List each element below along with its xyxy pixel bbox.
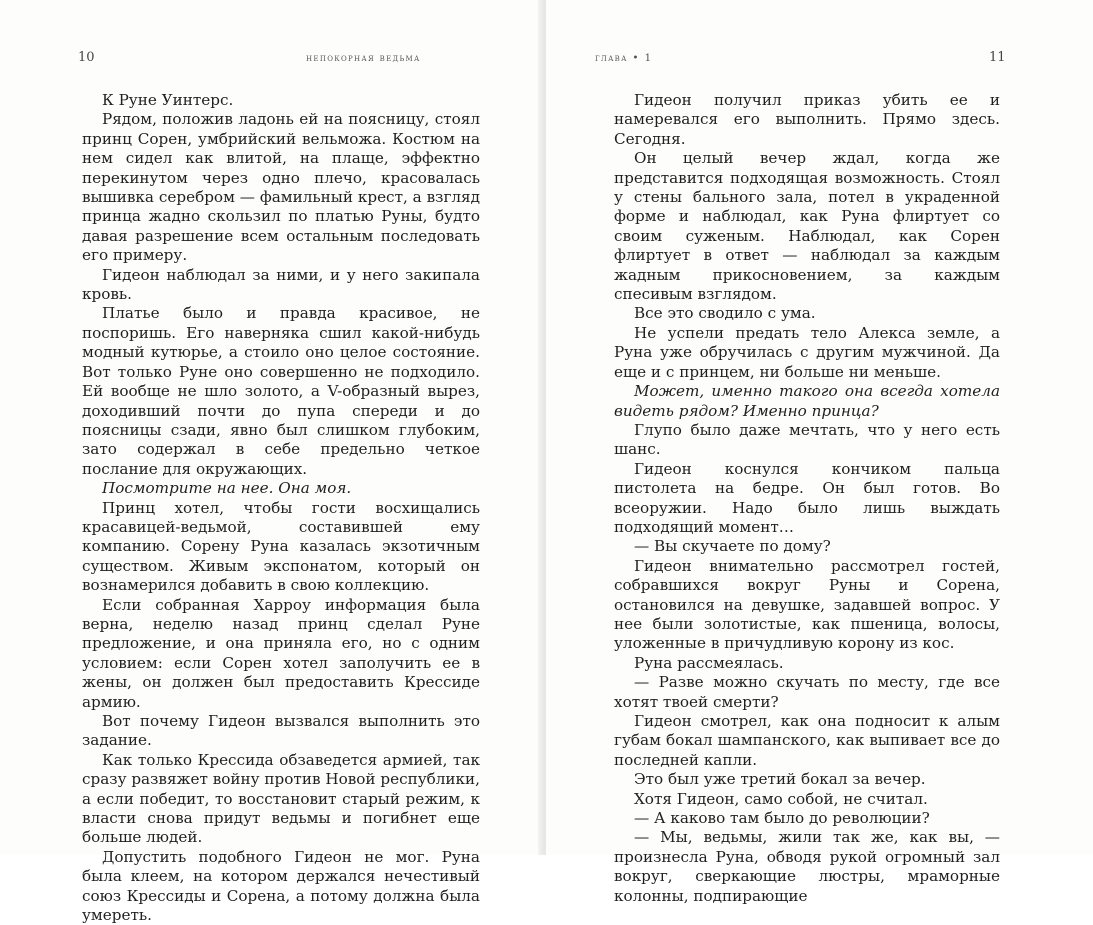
left-page	[0, 0, 542, 925]
paragraph: К Руне Уинтерс.	[102, 91, 234, 109]
paragraph: Глупо было даже мечтать, что у него есть шанс.	[614, 420, 1000, 459]
paragraph: — Разве можно скучать по месту, где все хотят твоей смерти?	[614, 673, 1000, 711]
paragraph: Гидеон получил приказ убить ее и намеревался его выполнить. Прямо здесь. Сегодня.	[614, 91, 1000, 148]
paragraph: Вот почему Гидеон вызвался выполнить это задание.	[82, 712, 480, 750]
paragraph: Как только Крессида обзаведется армией, так сразу развяжет войну против Новой республики, а если победит, то восстановит старый режим, к власти снова придут ведьмы и погибнет еще больше людей.	[82, 750, 480, 847]
paragraph: Хотя Гидеон, само собой, не считал.	[634, 789, 928, 808]
paragraph: Посмотрите на нее. Она моя.	[102, 479, 352, 498]
right-page-number: 11	[989, 50, 1006, 65]
paragraph: — Вы скучаете по дому?	[634, 537, 831, 556]
right-page	[546, 0, 1093, 905]
paragraph: Гидеон внимательно рассмотрел гостей, собравшихся вокруг Руны и Сорена, остановился на девушке, задавшей вопрос. У нее были золотистые, как пшеница, волосы, уложенные в причудливую корону из кос.	[614, 556, 1000, 653]
paragraph: — А каково там было до революции?	[634, 809, 930, 828]
paragraph: Он целый вечер ждал, когда же представится подходящая возможность. Стоял у стены бального зала, потел в украденной форме и наблюдал, как Руна флиртует со своим суженым. Наблюдал, как Сорен флиртует в ответ — наблюдал за каждым жадным прикосновением, за каждым спесивым взглядом.	[614, 149, 1000, 304]
paragraph: Если собранная Харроу информация была верна, неделю назад принц сделал Руне предложение, и она приняла его, но с одним условием: если Сорен хотел заполучить ее в жены, он должен был предоставить Крессиде армию.	[82, 595, 480, 711]
paragraph: Гидеон наблюдал за ними, и у него закипала кровь.	[82, 265, 480, 304]
paragraph: Все это сводило с ума.	[634, 304, 816, 323]
paragraph: Принц хотел, чтобы гости восхищались красавицей-ведьмой, составившей ему компанию. Сорену Руна казалась экзотичным существом. Живым экспонатом, который он вознамерился добавить в свою коллекцию.	[82, 498, 480, 595]
left-page-body	[82, 91, 480, 925]
right-page-body	[614, 91, 1000, 906]
paragraph: Не успели предать тело Алекса земле, а Руна уже обручилась с другим мужчиной. Да еще и с принцем, ни больше ни меньше.	[614, 323, 1000, 381]
paragraph: — Мы, ведьмы, жили так же, как вы, — произнесла Руна, обводя рукой огромный зал вокруг, сверкающие люстры, мраморные колонны, подпирающие	[614, 828, 1000, 905]
paragraph: Гидеон смотрел, как она подносит к алым губам бокал шампанского, как выпивает все до последней капли.	[614, 712, 1000, 769]
paragraph: Гидеон коснулся кончиком пальца пистолета на бедре. Он был готов. Во всеоружии. Надо было лишь выждать подходящий момент…	[614, 459, 1000, 536]
paragraph: Рядом, положив ладонь ей на поясницу, стоял принц Сорен, умбрийский вельможа. Костюм на нем сидел как влитой, на плаще, эффектно перекинутом через одно плечо, красовалась вышивка серебром — фамильный крест, а взгляд принца жадно скользил по платью Руны, будто давая разрешение всем остальным последовать его примеру.	[82, 110, 480, 265]
right-running-head: глава • 1	[595, 52, 653, 64]
paragraph: Допустить подобного Гидеон не мог. Руна была клеем, на котором держался нечестивый союз Крессиды и Сорена, а потому должна была умереть.	[82, 847, 480, 925]
paragraph: Платье было и правда красивое, не поспоришь. Его наверняка сшил какой-нибудь модный кутюрье, а стоило оно целое состояние. Вот только Руне оно совершенно не подходило. Ей вообще не шло золото, а V-образный вырез, доходивший почти до пупа спереди и до поясницы сзади, явно был слишком глубоким, зато содержал в себе предельно четкое послание для окружающих.	[82, 304, 480, 478]
left-page-number: 10	[78, 50, 95, 65]
left-running-head: непокорная ведьма	[306, 52, 421, 64]
paragraph: Может, именно такого она всегда хотела видеть рядом? Именно принца?	[614, 382, 1000, 420]
paragraph: Это был уже третий бокал за вечер.	[634, 770, 926, 789]
paragraph: Руна рассмеялась.	[634, 653, 784, 672]
